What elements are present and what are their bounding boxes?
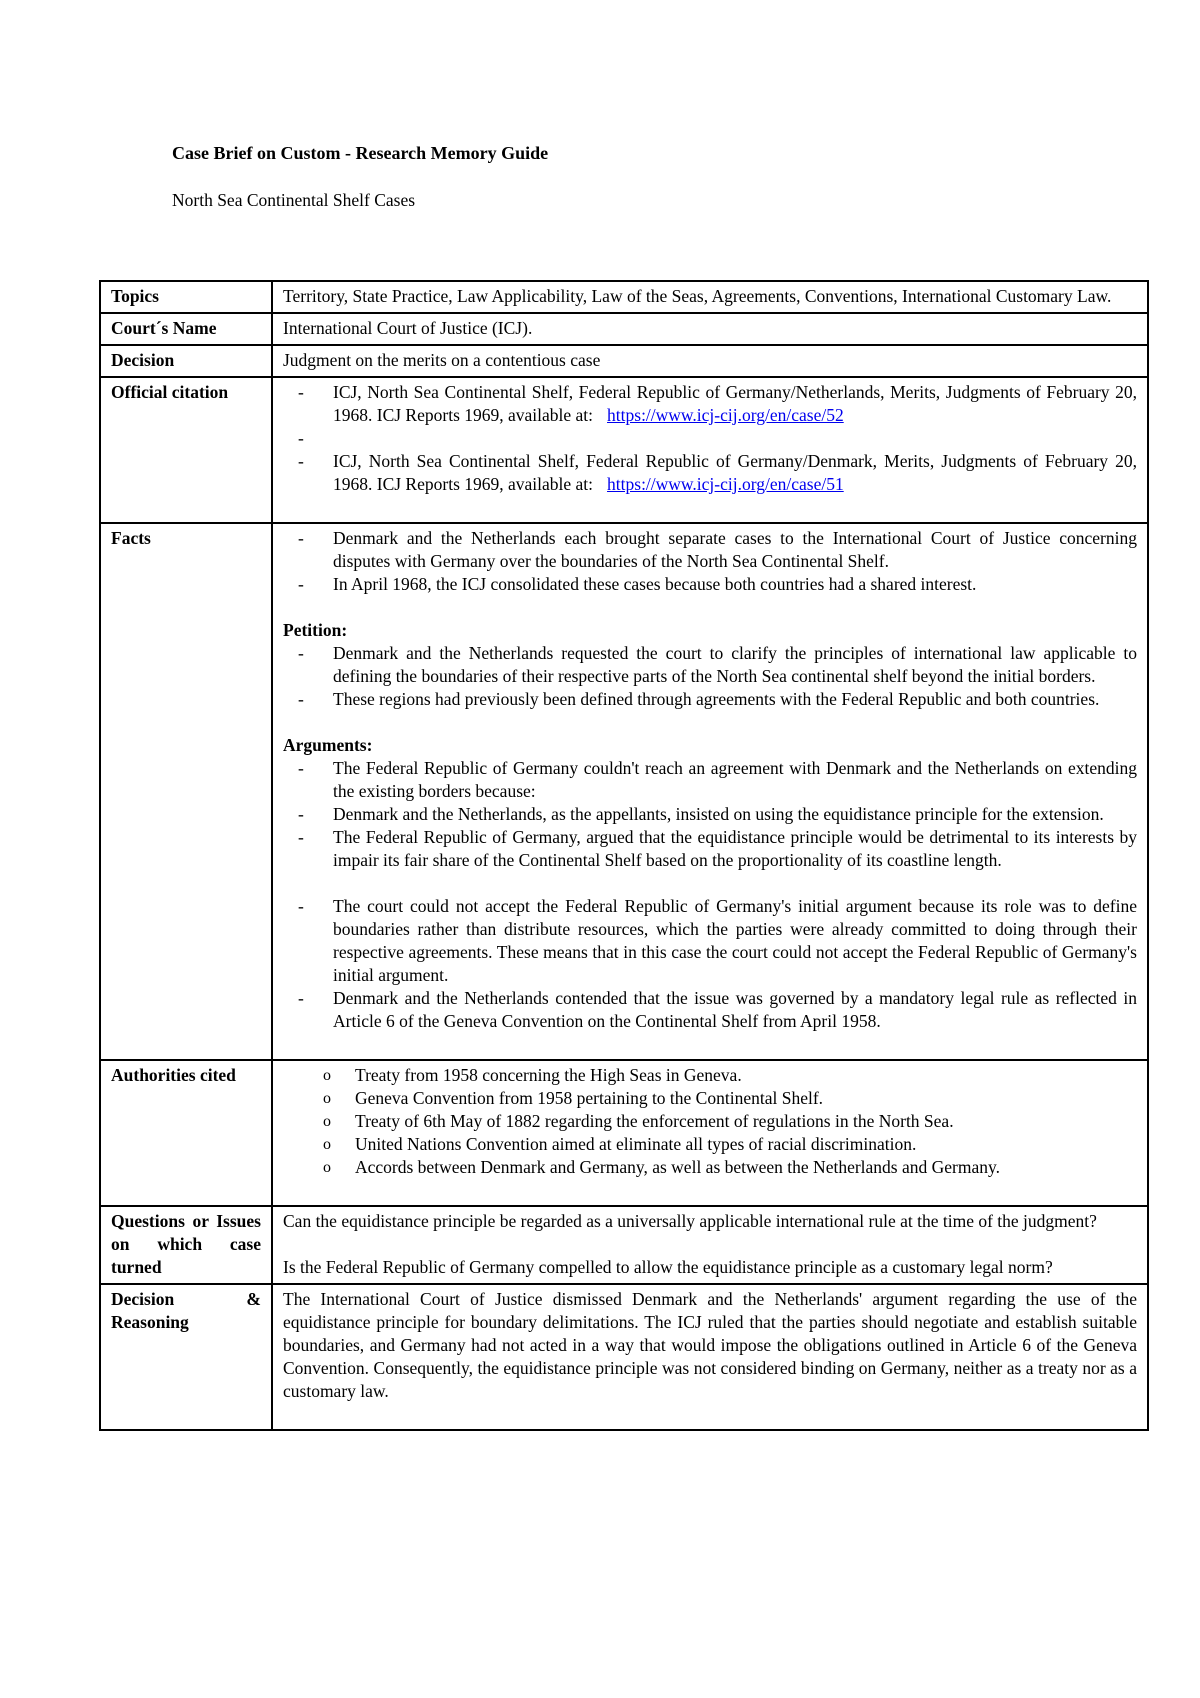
- row-facts: [100, 523, 1148, 1060]
- label-court-name: Court´s Name: [100, 313, 272, 345]
- citation-spacer: [283, 427, 1137, 450]
- authority-item: o Treaty from 1958 concerning the High Seas in Geneva.: [283, 1064, 1137, 1087]
- label-facts: Facts: [100, 523, 272, 1060]
- facts-item: - In April 1968, the ICJ consolidated these cases because both countries had a shared interest.: [283, 573, 1137, 596]
- petition-heading: Petition:: [283, 620, 348, 640]
- argument-item: - The Federal Republic of Germany couldn't reach an agreement with Denmark and the Netherlands on extending the existing borders because:: [283, 757, 1137, 803]
- authority-item: o Treaty of 6th May of 1882 regarding the enforcement of regulations in the North Sea.: [283, 1110, 1137, 1133]
- argument-item: - Denmark and the Netherlands, as the appellants, insisted on using the equidistance principle for the extension.: [283, 803, 1137, 826]
- label-decision: Decision: [100, 345, 272, 377]
- argument-item: - The Federal Republic of Germany, argued that the equidistance principle would be detrimental to its interests by impair its fair share of the Continental Shelf based on the proportionality of its coastline length.: [283, 826, 1137, 872]
- citation-text: ICJ, North Sea Continental Shelf, Federal Republic of Germany/Denmark, Merits, Judgments of February 20, 1968. ICJ Reports 1969, available at:: [333, 451, 1137, 494]
- value-authorities: [272, 1060, 1148, 1206]
- argument-item: - Denmark and the Netherlands contended that the issue was governed by a mandatory legal rule as reflected in Article 6 of the Geneva Convention on the Continental Shelf from April 1958.: [283, 987, 1137, 1033]
- label-official-citation: Official citation: [100, 377, 272, 523]
- row-questions: [100, 1206, 1148, 1284]
- row-court-name: [100, 313, 1148, 345]
- label-questions: Questions or Issues on which case turned: [100, 1206, 272, 1284]
- argument-item: - The court could not accept the Federal Republic of Germany's initial argument because its role was to define boundaries rather than distribute resources, which the parties were already committed to doing through their respective agreements. These means that in this case the court could not accept the Federal Republic of Germany's initial argument.: [283, 895, 1137, 987]
- petition-item: - These regions had previously been defined through agreements with the Federal Republic and both countries.: [283, 688, 1137, 711]
- row-official-citation: [100, 377, 1148, 523]
- arguments-heading: Arguments:: [283, 735, 373, 755]
- facts-item: - Denmark and the Netherlands each brought separate cases to the International Court of Justice concerning disputes with Germany over the boundaries of the North Sea Continental Shelf.: [283, 527, 1137, 573]
- question-2: Is the Federal Republic of Germany compelled to allow the equidistance principle as a customary legal norm?: [283, 1257, 1053, 1277]
- authority-item: o Geneva Convention from 1958 pertaining to the Continental Shelf.: [283, 1087, 1137, 1110]
- citation-text: ICJ, North Sea Continental Shelf, Federal Republic of Germany/Netherlands, Merits, Judgments of February 20, 1968. ICJ Reports 1969, available at:: [333, 382, 1137, 425]
- label-topics: Topics: [100, 281, 272, 313]
- value-reasoning: The International Court of Justice dismissed Denmark and the Netherlands' argument regarding the use of the equidistance principle for boundary delimitations. The ICJ ruled that the parties should negotiate and establish suitable boundaries, and Germany had not acted in a way that would impose the obligations outlined in Article 6 of the Geneva Convention. Consequently, the equidistance principle was not considered binding on Germany, neither as a treaty nor as a customary law.: [272, 1284, 1148, 1430]
- document-title: Case Brief on Custom - Research Memory Guide: [172, 143, 549, 163]
- question-1: Can the equidistance principle be regarded as a universally applicable international rule at the time of the judgment?: [283, 1211, 1097, 1231]
- citation-item: [283, 450, 1137, 496]
- value-official-citation: [272, 377, 1148, 523]
- citation-link[interactable]: https://www.icj-cij.org/en/case/52: [607, 405, 844, 425]
- value-court-name: International Court of Justice (ICJ).: [272, 313, 1148, 345]
- authority-item: o United Nations Convention aimed at eliminate all types of racial discrimination.: [283, 1133, 1137, 1156]
- authority-item: o Accords between Denmark and Germany, as well as between the Netherlands and Germany.: [283, 1156, 1137, 1179]
- row-authorities: [100, 1060, 1148, 1206]
- row-reasoning: [100, 1284, 1148, 1430]
- petition-item: - Denmark and the Netherlands requested the court to clarify the principles of international law applicable to defining the boundaries of their respective parts of the North Sea continental shelf beyond the initial borders.: [283, 642, 1137, 688]
- value-facts: [272, 523, 1148, 1060]
- case-brief-table: [99, 280, 1149, 1431]
- citation-link[interactable]: https://www.icj-cij.org/en/case/51: [607, 474, 844, 494]
- document-subtitle: North Sea Continental Shelf Cases: [172, 190, 416, 210]
- citation-item: [283, 381, 1137, 427]
- row-topics: [100, 281, 1148, 313]
- value-decision: Judgment on the merits on a contentious case: [272, 345, 1148, 377]
- value-questions: [272, 1206, 1148, 1284]
- label-reasoning: Decision & Reasoning: [100, 1284, 272, 1430]
- row-decision: [100, 345, 1148, 377]
- label-authorities: Authorities cited: [100, 1060, 272, 1206]
- value-topics: Territory, State Practice, Law Applicability, Law of the Seas, Agreements, Conventions, International Customary Law.: [272, 281, 1148, 313]
